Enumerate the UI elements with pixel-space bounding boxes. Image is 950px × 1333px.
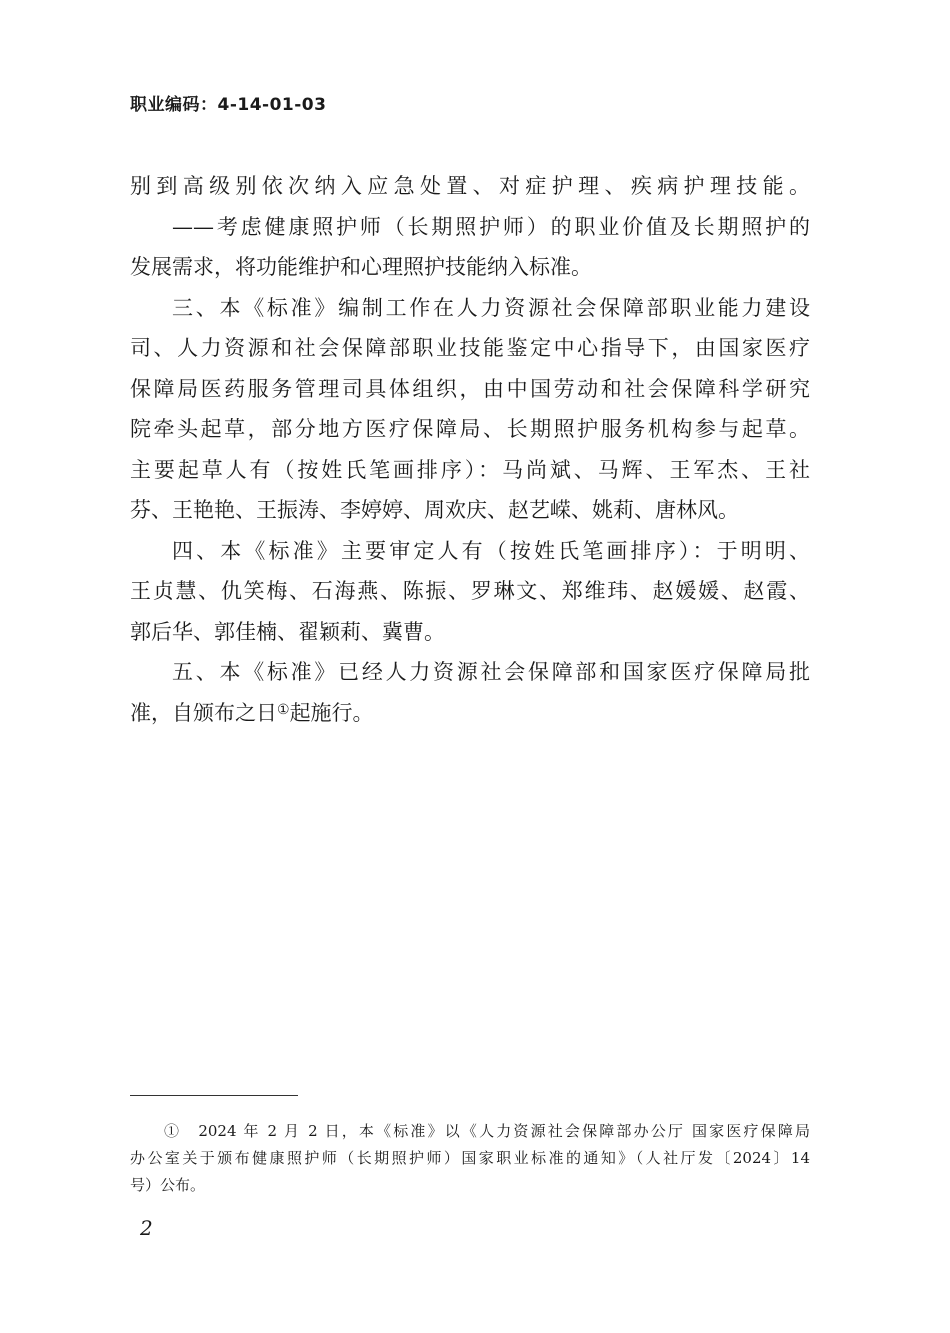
text-line: 别到高级别依次纳入应急处置、对症护理、疾病护理技能。: [130, 174, 810, 198]
text-segment: 起施行。: [289, 700, 374, 725]
text-line: 司、人力资源和社会保障部职业技能鉴定中心指导下，由国家医疗: [130, 336, 810, 360]
body-text: [130, 166, 810, 733]
text-line: 保障局医药服务管理司具体组织，由中国劳动和社会保障科学研究: [130, 376, 810, 401]
text-line: 三、本《标准》编制工作在人力资源社会保障部职业能力建设: [172, 295, 810, 320]
text-line: 发展需求，将功能维护和心理照护技能纳入标准。: [130, 255, 592, 279]
footnote-line: ① 2024 年 2 月 2 日，本《标准》以《人力资源社会保障部办公厅 国家医疗保障局: [164, 1122, 810, 1140]
text-line: 芬、王艳艳、王振涛、李婷婷、周欢庆、赵艺嵘、姚莉、唐林风。: [130, 498, 739, 522]
text-line: 王贞慧、仇笑梅、石海燕、陈振、罗琳文、郑维玮、赵媛媛、赵霞、: [130, 579, 810, 603]
text-line: 院牵头起草，部分地方医疗保障局、长期照护服务机构参与起草。: [130, 417, 810, 441]
page-number: 2: [140, 1216, 153, 1240]
text-line: 主要起草人有（按姓氏笔画排序）：马尚斌、马辉、王军杰、王社: [130, 457, 810, 482]
footnote-line: 号）公布。: [130, 1176, 206, 1194]
text-line: 五、本《标准》已经人力资源社会保障部和国家医疗保障局批: [172, 660, 810, 684]
text-line: ——考虑健康照护师（长期照护师）的职业价值及长期照护的: [172, 214, 810, 239]
occupation-code: 职业编码：4-14-01-03: [130, 95, 327, 115]
footnote-line: 办公室关于颁布健康照护师（长期照护师）国家职业标准的通知》（人社厅发〔2024〕14: [130, 1149, 810, 1167]
text-line: [130, 693, 810, 734]
footnote-reference[interactable]: ①: [277, 701, 290, 718]
footnote: [130, 1118, 810, 1199]
footnote-divider: [130, 1095, 298, 1096]
text-line: 郭后华、郭佳楠、翟颖莉、冀曹。: [130, 619, 445, 644]
text-segment: 准，自颁布之日: [130, 700, 277, 725]
text-line: 四、本《标准》主要审定人有（按姓氏笔画排序）：于明明、: [172, 538, 810, 563]
